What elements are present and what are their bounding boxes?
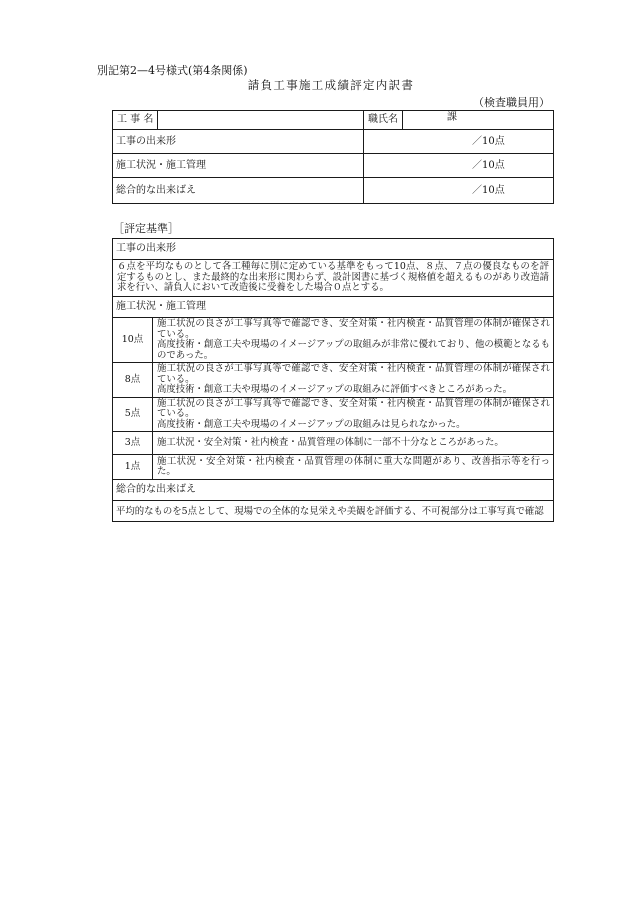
summary-item-label: 工事の出来形: [113, 130, 364, 154]
section-title-overall: 総合的な出来ばえ: [113, 480, 554, 501]
level-statement: 施工状況・安全対策・社内検査・品質管理の体制に重大な問題があり、改善指示等を行った。: [157, 455, 550, 477]
section-suffix: 課: [447, 112, 457, 123]
level-statement: 施工状況・安全対策・社内検査・品質管理の体制に一部不十分なところがあった。: [157, 436, 504, 448]
criteria-level-row: [113, 432, 554, 455]
audience-label: （検査職員用）: [473, 96, 550, 109]
overall-text-row: [113, 501, 554, 522]
score-summary-table: [112, 110, 554, 204]
official-name-label: 職氏名: [364, 111, 403, 130]
project-name-field: [158, 111, 364, 130]
level-score: 5点: [113, 397, 153, 432]
level-statement: 施工状況の良さが工事写真等で確認でき、安全対策・社内検査・品質管理の体制が確保されている。: [157, 363, 550, 385]
level-score: 1点: [113, 455, 153, 480]
criteria-level-row: [113, 455, 554, 480]
level-statement: 高度技術・創意工夫や現場のイメージアップの取組みは見られなかった。: [157, 418, 466, 430]
level-statement: 施工状況の良さが工事写真等で確認でき、安全対策・社内検査・品質管理の体制が確保されている。: [157, 318, 550, 340]
level-description: [153, 455, 554, 480]
level-description: [153, 318, 554, 363]
workmanship-title-row: [113, 239, 554, 260]
level-statement: 施工状況の良さが工事写真等で確認でき、安全対策・社内検査・品質管理の体制が確保されている。: [157, 397, 550, 419]
level-statement: 高度技術・創意工夫や現場のイメージアップの取組みに評価すべきところがあった。: [157, 384, 513, 395]
workmanship-text-row: [113, 260, 554, 297]
summary-item-label: 施工状況・施工管理: [113, 154, 364, 178]
level-description: [153, 432, 554, 455]
project-name-label: 工 事 名: [113, 111, 158, 130]
management-title-row: [113, 297, 554, 318]
level-score: 8点: [113, 363, 153, 398]
section-title-workmanship: 工事の出来形: [113, 239, 554, 260]
summary-row-management: [113, 154, 554, 178]
overall-title-row: [113, 480, 554, 501]
summary-item-score: ／10点: [364, 130, 554, 154]
criteria-level-row: [113, 397, 554, 432]
summary-item-score: ／10点: [364, 154, 554, 178]
section-title-management: 施工状況・施工管理: [113, 297, 554, 318]
criteria-heading: ［評定基準］: [113, 222, 179, 235]
summary-item-label: 総合的な出来ばえ: [113, 178, 364, 204]
workmanship-criteria-text: ６点を平均なものとして各工種毎に別に定めている基準をもって10点、８点、７点の優良なものを評定するものとし、また最終的な出来形に関わらず、設計図書に基づく規格値を超えるものがあり改造請求を行い、請負人において改造後に受養をした場合０点とする。: [113, 260, 554, 297]
level-score: 3点: [113, 432, 153, 455]
criteria-level-row: [113, 363, 554, 398]
summary-item-score: ／10点: [364, 178, 554, 204]
level-description: [153, 397, 554, 432]
form-number: 別記第2—4号様式(第4条関係): [97, 64, 248, 77]
summary-row-workmanship: [113, 130, 554, 154]
overall-criteria-text: 平均的なものを5点として、現場での全体的な見栄えや美観を評価する、不可視部分は工事写真で確認: [113, 501, 554, 522]
level-statement: 高度技術・創意工夫や現場のイメージアップの取組みが非常に優れており、他の模範となるものであった。: [157, 339, 550, 361]
level-score: 10点: [113, 318, 153, 363]
document-title: 請負工事施工成績評定内訳書: [247, 78, 415, 92]
criteria-level-row: [113, 318, 554, 363]
project-row: [113, 111, 554, 130]
official-name-field: [403, 111, 554, 130]
criteria-table: [112, 238, 554, 522]
summary-row-overall: [113, 178, 554, 204]
level-description: [153, 363, 554, 398]
